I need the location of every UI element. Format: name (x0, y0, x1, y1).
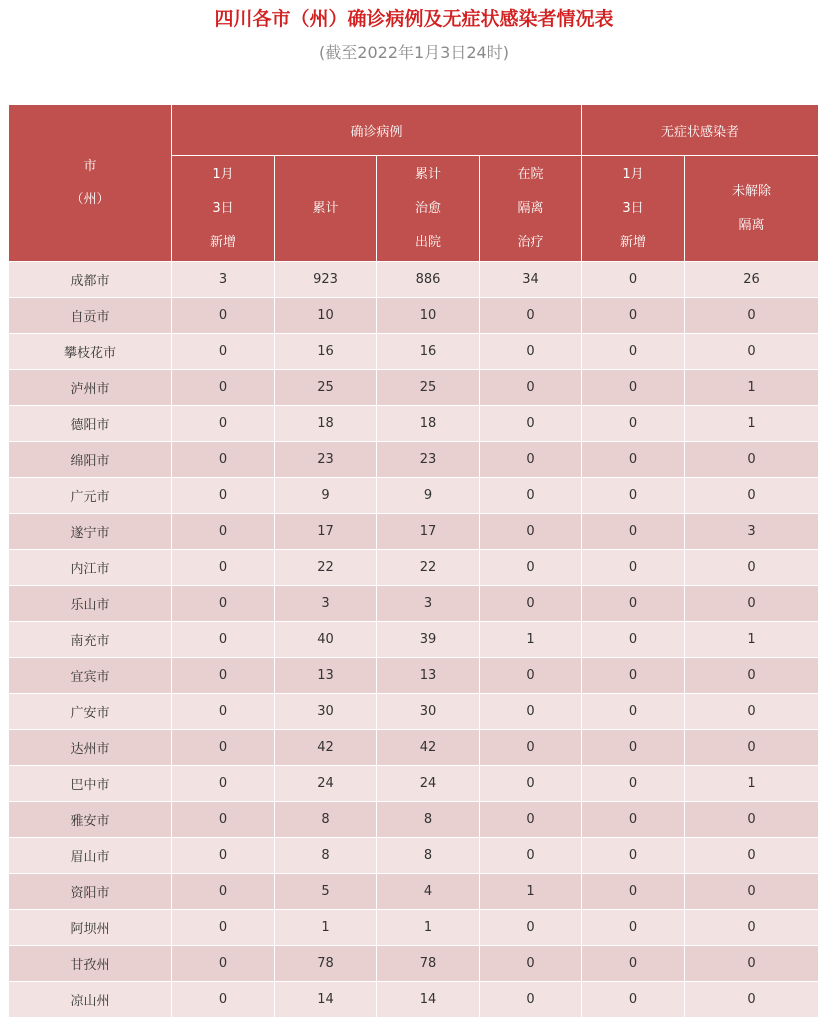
table-row (9, 334, 819, 370)
page-subtitle: (截至2022年1月3日24时) (319, 43, 509, 62)
new-confirmed-cell: 0 (172, 910, 275, 946)
table-row (9, 298, 819, 334)
cured-cell: 17 (377, 514, 480, 550)
hospitalized-cell: 1 (480, 874, 582, 910)
table-row (9, 658, 819, 694)
cumulative-cell: 923 (275, 262, 377, 298)
cumulative-cell: 18 (275, 406, 377, 442)
cumulative-cell: 23 (275, 442, 377, 478)
new-confirmed-cell: 0 (172, 658, 275, 694)
unreleased-isolation-cell: 1 (685, 370, 819, 406)
hospitalized-cell: 0 (480, 442, 582, 478)
cured-cell: 39 (377, 622, 480, 658)
cured-cell: 25 (377, 370, 480, 406)
new-confirmed-cell: 0 (172, 730, 275, 766)
unreleased-isolation-header: 未解除 隔离 (685, 156, 819, 262)
new-confirmed-cell: 0 (172, 802, 275, 838)
cumulative-cell: 3 (275, 586, 377, 622)
cumulative-cell: 30 (275, 694, 377, 730)
cumulative-cell: 24 (275, 766, 377, 802)
unreleased-isolation-cell: 0 (685, 550, 819, 586)
new-asymptomatic-cell: 0 (582, 442, 685, 478)
cured-cell: 22 (377, 550, 480, 586)
hospitalized-cell: 0 (480, 910, 582, 946)
unreleased-isolation-cell: 0 (685, 694, 819, 730)
new-asymptomatic-cell: 0 (582, 622, 685, 658)
cumulative-cell: 17 (275, 514, 377, 550)
new-confirmed-cell: 0 (172, 766, 275, 802)
new-confirmed-cell: 0 (172, 982, 275, 1018)
city-cell: 宜宾市 (9, 658, 172, 694)
unreleased-isolation-cell: 0 (685, 298, 819, 334)
new-confirmed-cell: 0 (172, 694, 275, 730)
table-row (9, 982, 819, 1018)
cumulative-cell: 13 (275, 658, 377, 694)
hospitalized-cell: 0 (480, 370, 582, 406)
new-asymptomatic-cell: 0 (582, 838, 685, 874)
table-row (9, 874, 819, 910)
unreleased-isolation-cell: 26 (685, 262, 819, 298)
table-row (9, 802, 819, 838)
new-asymptomatic-cell: 0 (582, 370, 685, 406)
hospitalized-cell: 0 (480, 514, 582, 550)
page-title: 四川各市（州）确诊病例及无症状感染者情况表 (214, 8, 614, 30)
new-confirmed-cell: 0 (172, 622, 275, 658)
new-confirmed-cell: 0 (172, 586, 275, 622)
unreleased-isolation-cell: 0 (685, 838, 819, 874)
asymptomatic-group-header: 无症状感染者 (582, 105, 819, 156)
city-cell: 德阳市 (9, 406, 172, 442)
table-row (9, 262, 819, 298)
new-asymptomatic-cell: 0 (582, 262, 685, 298)
cumulative-cell: 16 (275, 334, 377, 370)
table-row (9, 838, 819, 874)
city-column-header: 市 （州） (9, 105, 172, 262)
unreleased-isolation-cell: 3 (685, 514, 819, 550)
new-confirmed-cell: 0 (172, 946, 275, 982)
cured-cell: 18 (377, 406, 480, 442)
table-row (9, 946, 819, 982)
table-row (9, 730, 819, 766)
cured-cell: 10 (377, 298, 480, 334)
new-asymptomatic-cell: 0 (582, 946, 685, 982)
table-row (9, 442, 819, 478)
hospitalized-cell: 0 (480, 946, 582, 982)
cured-cell: 42 (377, 730, 480, 766)
hospitalized-cell: 0 (480, 586, 582, 622)
table-row (9, 622, 819, 658)
city-cell: 南充市 (9, 622, 172, 658)
table-row (9, 514, 819, 550)
new-asymptomatic-cell: 0 (582, 910, 685, 946)
new-asymptomatic-cell: 0 (582, 694, 685, 730)
city-cell: 广元市 (9, 478, 172, 514)
city-cell: 遂宁市 (9, 514, 172, 550)
cumulative-cell: 10 (275, 298, 377, 334)
hospitalized-header: 在院 隔离 治疗 (480, 156, 582, 262)
hospitalized-cell: 0 (480, 298, 582, 334)
hospitalized-cell: 34 (480, 262, 582, 298)
hospitalized-cell: 1 (480, 622, 582, 658)
new-asymptomatic-cell: 0 (582, 334, 685, 370)
new-asymptomatic-cell: 0 (582, 658, 685, 694)
unreleased-isolation-cell: 0 (685, 478, 819, 514)
cured-cell: 3 (377, 586, 480, 622)
cumulative-header: 累计 (275, 156, 377, 262)
new-asymptomatic-cell: 0 (582, 766, 685, 802)
cured-cell: 1 (377, 910, 480, 946)
cumulative-cell: 1 (275, 910, 377, 946)
unreleased-isolation-cell: 1 (685, 406, 819, 442)
table-row (9, 766, 819, 802)
unreleased-isolation-cell: 0 (685, 586, 819, 622)
hospitalized-cell: 0 (480, 550, 582, 586)
cured-header: 累计 治愈 出院 (377, 156, 480, 262)
unreleased-isolation-cell: 1 (685, 766, 819, 802)
city-cell: 凉山州 (9, 982, 172, 1018)
cured-cell: 8 (377, 838, 480, 874)
new-confirmed-cell: 0 (172, 874, 275, 910)
cumulative-cell: 42 (275, 730, 377, 766)
cured-cell: 8 (377, 802, 480, 838)
hospitalized-cell: 0 (480, 982, 582, 1018)
cured-cell: 9 (377, 478, 480, 514)
cumulative-cell: 22 (275, 550, 377, 586)
new-asymptomatic-cell: 0 (582, 298, 685, 334)
unreleased-isolation-cell: 0 (685, 802, 819, 838)
new-asymptomatic-cell: 0 (582, 874, 685, 910)
cured-cell: 14 (377, 982, 480, 1018)
cumulative-cell: 8 (275, 802, 377, 838)
new-asymptomatic-cell: 0 (582, 730, 685, 766)
new-asymptomatic-header: 1月 3日 新增 (582, 156, 685, 262)
city-cell: 资阳市 (9, 874, 172, 910)
cured-cell: 13 (377, 658, 480, 694)
hospitalized-cell: 0 (480, 802, 582, 838)
new-confirmed-cell: 3 (172, 262, 275, 298)
hospitalized-cell: 0 (480, 334, 582, 370)
city-cell: 阿坝州 (9, 910, 172, 946)
city-cell: 泸州市 (9, 370, 172, 406)
hospitalized-cell: 0 (480, 694, 582, 730)
unreleased-isolation-cell: 0 (685, 658, 819, 694)
hospitalized-cell: 0 (480, 406, 582, 442)
table-row (9, 478, 819, 514)
new-confirmed-header: 1月 3日 新增 (172, 156, 275, 262)
hospitalized-cell: 0 (480, 766, 582, 802)
unreleased-isolation-cell: 0 (685, 982, 819, 1018)
new-asymptomatic-cell: 0 (582, 514, 685, 550)
new-asymptomatic-cell: 0 (582, 478, 685, 514)
city-cell: 广安市 (9, 694, 172, 730)
new-confirmed-cell: 0 (172, 550, 275, 586)
table-row (9, 550, 819, 586)
cured-cell: 23 (377, 442, 480, 478)
unreleased-isolation-cell: 0 (685, 334, 819, 370)
city-cell: 自贡市 (9, 298, 172, 334)
city-cell: 达州市 (9, 730, 172, 766)
cured-cell: 886 (377, 262, 480, 298)
city-cell: 成都市 (9, 262, 172, 298)
table-row (9, 370, 819, 406)
table-row (9, 406, 819, 442)
city-cell: 雅安市 (9, 802, 172, 838)
new-asymptomatic-cell: 0 (582, 586, 685, 622)
cured-cell: 16 (377, 334, 480, 370)
city-cell: 内江市 (9, 550, 172, 586)
table-row (9, 586, 819, 622)
city-cell: 甘孜州 (9, 946, 172, 982)
unreleased-isolation-cell: 0 (685, 910, 819, 946)
new-confirmed-cell: 0 (172, 514, 275, 550)
new-asymptomatic-cell: 0 (582, 982, 685, 1018)
new-asymptomatic-cell: 0 (582, 406, 685, 442)
confirmed-group-header: 确诊病例 (172, 105, 582, 156)
new-asymptomatic-cell: 0 (582, 550, 685, 586)
table-header (9, 105, 819, 262)
new-confirmed-cell: 0 (172, 370, 275, 406)
cases-table (8, 104, 819, 1018)
new-confirmed-cell: 0 (172, 478, 275, 514)
city-cell: 巴中市 (9, 766, 172, 802)
cumulative-cell: 5 (275, 874, 377, 910)
cumulative-cell: 25 (275, 370, 377, 406)
cured-cell: 24 (377, 766, 480, 802)
cured-cell: 30 (377, 694, 480, 730)
unreleased-isolation-cell: 0 (685, 946, 819, 982)
cumulative-cell: 78 (275, 946, 377, 982)
new-confirmed-cell: 0 (172, 838, 275, 874)
hospitalized-cell: 0 (480, 730, 582, 766)
table-body (9, 262, 819, 1018)
cured-cell: 78 (377, 946, 480, 982)
city-cell: 眉山市 (9, 838, 172, 874)
city-cell: 乐山市 (9, 586, 172, 622)
new-confirmed-cell: 0 (172, 334, 275, 370)
cumulative-cell: 9 (275, 478, 377, 514)
unreleased-isolation-cell: 1 (685, 622, 819, 658)
new-confirmed-cell: 0 (172, 298, 275, 334)
new-asymptomatic-cell: 0 (582, 802, 685, 838)
cumulative-cell: 14 (275, 982, 377, 1018)
new-confirmed-cell: 0 (172, 406, 275, 442)
hospitalized-cell: 0 (480, 478, 582, 514)
table-row (9, 910, 819, 946)
unreleased-isolation-cell: 0 (685, 442, 819, 478)
hospitalized-cell: 0 (480, 658, 582, 694)
city-cell: 绵阳市 (9, 442, 172, 478)
cumulative-cell: 8 (275, 838, 377, 874)
new-confirmed-cell: 0 (172, 442, 275, 478)
hospitalized-cell: 0 (480, 838, 582, 874)
unreleased-isolation-cell: 0 (685, 874, 819, 910)
table-row (9, 694, 819, 730)
city-cell: 攀枝花市 (9, 334, 172, 370)
unreleased-isolation-cell: 0 (685, 730, 819, 766)
cumulative-cell: 40 (275, 622, 377, 658)
cured-cell: 4 (377, 874, 480, 910)
